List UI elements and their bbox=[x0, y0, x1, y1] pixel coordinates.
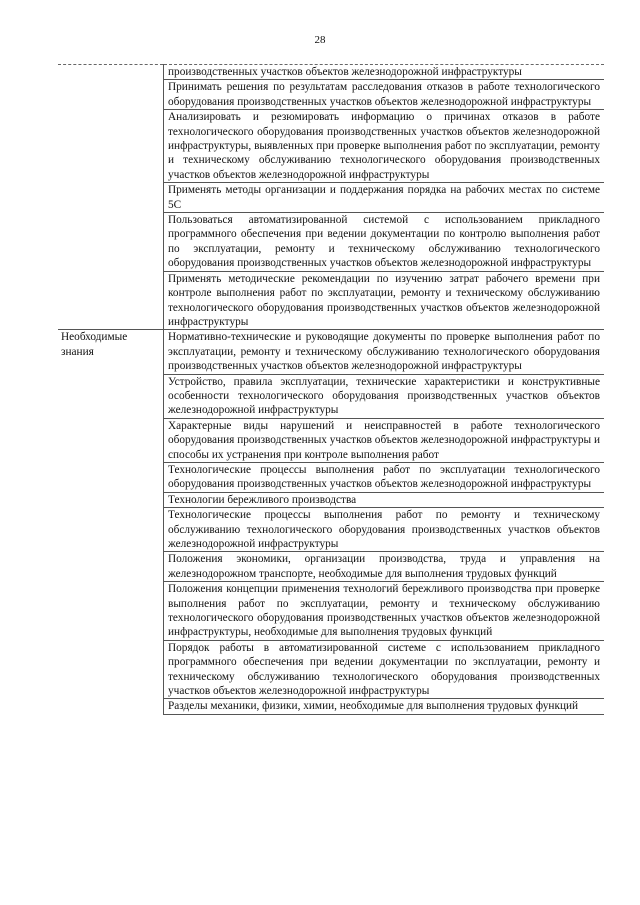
knowledge-cell: Положения концепции применения технологий бережливого производства при проверке выполнения работ по эксплуатации, ремонту и техническому обслуживанию технологического оборудования производственных участков объектов железнодорожной инфраструктуры, необходимые для выполнения трудовых функций bbox=[164, 582, 605, 641]
skill-cell: Пользоваться автоматизированной системой с использованием прикладного программного обеспечения при ведении документации по контролю выполнения работ по эксплуатации, ремонту и техническому обслуживанию технологического оборудования производственных участков объектов железнодорожной инфраструктуры bbox=[164, 213, 605, 272]
table-row bbox=[58, 699, 604, 714]
row-label-empty bbox=[58, 582, 164, 641]
row-label-empty bbox=[58, 699, 164, 714]
row-label-empty bbox=[58, 640, 164, 699]
knowledge-cell: Порядок работы в автоматизированной системе с использованием прикладного программного обеспечения при ведении документации по эксплуатации, ремонту и техническому обслуживанию технологического оборудования производственных участков объектов железнодорожной инфраструктуры bbox=[164, 640, 605, 699]
row-label-empty bbox=[58, 213, 164, 272]
row-label-empty bbox=[58, 462, 164, 492]
knowledge-cell: Разделы механики, физики, химии, необходимые для выполнения трудовых функций bbox=[164, 699, 605, 714]
row-label-empty bbox=[58, 492, 164, 507]
table-row bbox=[58, 330, 604, 374]
row-label-empty bbox=[58, 418, 164, 462]
table-row bbox=[58, 65, 604, 80]
skill-cell: производственных участков объектов железнодорожной инфраструктуры bbox=[164, 65, 605, 80]
knowledge-cell: Нормативно-технические и руководящие документы по проверке выполнения работ по эксплуатации, ремонту и техническому обслуживанию технологического оборудования производственных участков объектов железнодорожной инфраструктуры bbox=[164, 330, 605, 374]
table-row bbox=[58, 508, 604, 552]
table-row bbox=[58, 374, 604, 418]
row-label-empty bbox=[58, 552, 164, 582]
knowledge-cell: Технологические процессы выполнения работ по ремонту и техническому обслуживанию технологического оборудования производственных участков объектов железнодорожной инфраструктуры bbox=[164, 508, 605, 552]
table-row bbox=[58, 271, 604, 330]
knowledge-cell: Технологии бережливого производства bbox=[164, 492, 605, 507]
table-row bbox=[58, 640, 604, 699]
row-label-empty bbox=[58, 110, 164, 183]
skill-cell: Применять методические рекомендации по изучению затрат рабочего времени при контроле выполнения работ по эксплуатации, ремонту и техническому обслуживанию технологического оборудования производственных участков объектов железнодорожной инфраструктуры bbox=[164, 271, 605, 330]
table-row bbox=[58, 492, 604, 507]
table-row bbox=[58, 552, 604, 582]
knowledge-label: Необходимые знания bbox=[58, 330, 164, 374]
table-row bbox=[58, 110, 604, 183]
knowledge-cell: Положения экономики, организации производства, труда и управления на железнодорожном транспорте, необходимые для выполнения трудовых функций bbox=[164, 552, 605, 582]
table-row bbox=[58, 80, 604, 110]
row-label-empty bbox=[58, 183, 164, 213]
row-label-empty bbox=[58, 508, 164, 552]
table-row bbox=[58, 418, 604, 462]
knowledge-cell: Устройство, правила эксплуатации, технические характеристики и конструктивные особенности технологического оборудования производственных участков объектов железнодорожной инфраструктуры bbox=[164, 374, 605, 418]
knowledge-cell: Технологические процессы выполнения работ по эксплуатации технологического оборудования производственных участков объектов железнодорожной инфраструктуры bbox=[164, 462, 605, 492]
table-row bbox=[58, 582, 604, 641]
page-number: 28 bbox=[314, 34, 326, 46]
row-label-empty bbox=[58, 374, 164, 418]
knowledge-cell: Характерные виды нарушений и неисправностей в работе технологического оборудования производственных участков объектов железнодорожной инфраструктуры и способы их устранения при контроле выполнения работ bbox=[164, 418, 605, 462]
table-row bbox=[58, 213, 604, 272]
skill-cell: Анализировать и резюмировать информацию о причинах отказов в работе технологического оборудования производственных участков объектов железнодорожной инфраструктуры, выявленных при проверке выполнения работ по эксплуатации, ремонту и техническому обслуживанию технологического оборудования производственных участков объектов железнодорожной инфраструктуры bbox=[164, 110, 605, 183]
competency-table bbox=[58, 64, 604, 715]
row-label-empty bbox=[58, 271, 164, 330]
row-label-empty bbox=[58, 65, 164, 80]
skill-cell: Принимать решения по результатам расследования отказов в работе технологического оборудования производственных участков объектов железнодорожной инфраструктуры bbox=[164, 80, 605, 110]
skill-cell: Применять методы организации и поддержания порядка на рабочих местах по системе 5С bbox=[164, 183, 605, 213]
table-row bbox=[58, 462, 604, 492]
table-row bbox=[58, 183, 604, 213]
row-label-empty bbox=[58, 80, 164, 110]
